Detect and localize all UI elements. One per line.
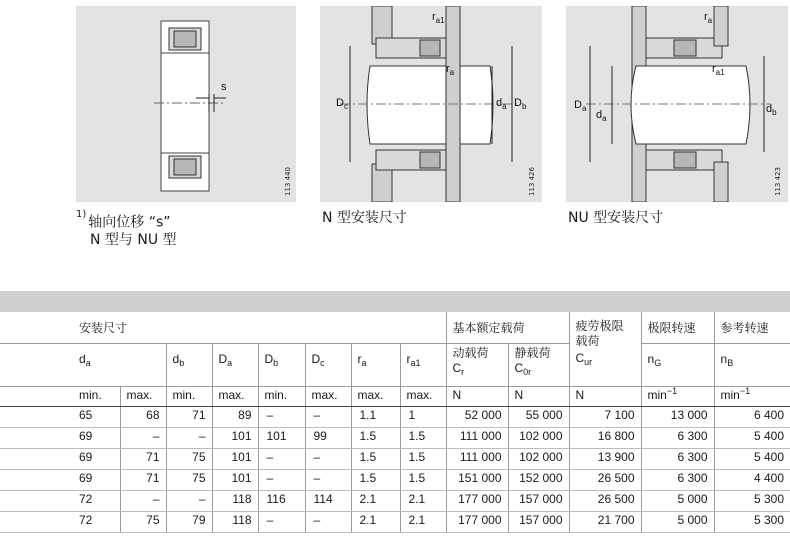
table-cell: 71 (120, 470, 166, 491)
table-cell: 69 (0, 470, 120, 491)
table-cell: 151 000 (446, 470, 508, 491)
table-cell: 2.1 (351, 512, 400, 533)
table-cell: 5 400 (714, 428, 790, 449)
caption-line1: 轴向位移 “s” (88, 214, 171, 231)
table-cell: 1.5 (351, 428, 400, 449)
table-cell: 101 (212, 449, 258, 470)
table-cell: 6 400 (714, 407, 790, 428)
col-Da: $D_a$ (212, 344, 258, 387)
table-cell: 75 (120, 512, 166, 533)
table-cell: 13 900 (569, 449, 641, 470)
table-cell: 111 000 (446, 449, 508, 470)
table-cell: 1.5 (400, 470, 446, 491)
table-cell: 102 000 (508, 449, 569, 470)
table-cell: 69 (0, 428, 120, 449)
table-cell: – (120, 428, 166, 449)
table-cell: 65 (0, 407, 120, 428)
table-cell: 118 (212, 512, 258, 533)
table-cell: 157 000 (508, 491, 569, 512)
table-cell: 101 (258, 428, 305, 449)
unit-cell: $\min^{-1}$ (714, 387, 790, 407)
table-cell: 5 300 (714, 512, 790, 533)
col-ra1: $r_{a1}$ (400, 344, 446, 387)
table-cell: 75 (166, 470, 212, 491)
table-cell: – (166, 491, 212, 512)
table-cell: 13 000 (641, 407, 714, 428)
group-header-mounting: 安装尺寸 (0, 312, 446, 344)
unit-cell: N (446, 387, 508, 407)
table-cell: 4 400 (714, 470, 790, 491)
table-cell: – (166, 428, 212, 449)
table-row (0, 449, 790, 470)
col-Db: $D_b$ (258, 344, 305, 387)
table-cell: 152 000 (508, 470, 569, 491)
table-cell: 7 100 (569, 407, 641, 428)
unit-cell: max. (351, 387, 400, 407)
table-cell: 101 (212, 470, 258, 491)
table-cell: – (258, 470, 305, 491)
table-cell: 1.5 (400, 428, 446, 449)
table-cell: 21 700 (569, 512, 641, 533)
da-inner-label: $d_a$ (596, 109, 607, 123)
dc-label: $D_c$ (336, 97, 348, 111)
table-cell: – (305, 449, 351, 470)
db-label: $D_b$ (514, 97, 527, 111)
ra-label: $r_a$ (446, 63, 455, 77)
table-cell: 2.1 (400, 491, 446, 512)
table-cell: 71 (166, 407, 212, 428)
table-cell: 1 (400, 407, 446, 428)
table-cell: 26 500 (569, 470, 641, 491)
db-label: $d_b$ (766, 103, 777, 117)
table-cell: 111 000 (446, 428, 508, 449)
table-row (0, 407, 790, 428)
table-cell: – (258, 407, 305, 428)
table-cell: 68 (120, 407, 166, 428)
unit-cell: min. (0, 387, 120, 407)
table-cell: 71 (120, 449, 166, 470)
table-cell: 55 000 (508, 407, 569, 428)
table-cell: 72 (0, 491, 120, 512)
table-row (0, 512, 790, 533)
table-cell: 102 000 (508, 428, 569, 449)
table-cell: 69 (0, 449, 120, 470)
table-cell: 1.5 (351, 470, 400, 491)
table-row (0, 470, 790, 491)
table-cell: – (305, 470, 351, 491)
table-cell: 2.1 (351, 491, 400, 512)
footnote-mark: 1) (76, 209, 87, 220)
unit-cell: N (508, 387, 569, 407)
figure-nu-type-mounting (566, 6, 788, 202)
col-static-load: 静载荷 $C_{0r}$ (508, 344, 569, 387)
figure-id-113423: 113 423 (774, 167, 782, 196)
col-ra: $r_a$ (351, 344, 400, 387)
table-cell: 5 000 (641, 491, 714, 512)
table-cell: 16 800 (569, 428, 641, 449)
table-cell: 99 (305, 428, 351, 449)
table-cell: 6 300 (641, 449, 714, 470)
unit-cell: N (569, 387, 641, 407)
ra1-label: $r_{a1}$ (712, 63, 725, 77)
unit-cell: max. (305, 387, 351, 407)
caption-nu-type: NU 型安装尺寸 (568, 210, 664, 226)
table-row (0, 428, 790, 449)
table-cell: 5 000 (641, 512, 714, 533)
unit-cell: min. (258, 387, 305, 407)
table-cell: 5 300 (714, 491, 790, 512)
da-outer-label: $D_a$ (574, 99, 587, 113)
figure-id-113426: 113 426 (528, 167, 536, 196)
col-ng: $n_G$ (641, 344, 714, 387)
caption-axial-displacement (76, 210, 177, 249)
table-row (0, 491, 790, 512)
table-cell: – (258, 449, 305, 470)
table-cell: – (258, 512, 305, 533)
table-cell: 89 (212, 407, 258, 428)
table-cell: 114 (305, 491, 351, 512)
table-cell: 157 000 (508, 512, 569, 533)
group-header-fatigue: 疲劳极限载荷 $C_{ur}$ (569, 312, 641, 387)
figure-n-type-mounting (320, 6, 542, 202)
unit-cell: max. (120, 387, 166, 407)
table-cell: 1.5 (400, 449, 446, 470)
table-cell: 116 (258, 491, 305, 512)
table-cell: 6 300 (641, 470, 714, 491)
table-cell: 177 000 (446, 512, 508, 533)
table-cell: 5 400 (714, 449, 790, 470)
table-cell: 26 500 (569, 491, 641, 512)
table-cell: 1.1 (351, 407, 400, 428)
table-cell: 52 000 (446, 407, 508, 428)
unit-cell: min. (166, 387, 212, 407)
table-cell: 118 (212, 491, 258, 512)
table-cell: 101 (212, 428, 258, 449)
table-header-band (0, 291, 790, 312)
figure-id-113440: 113 440 (284, 167, 292, 196)
da-label: $d_a$ (496, 97, 507, 111)
table-cell: – (120, 491, 166, 512)
table-cell: – (305, 407, 351, 428)
mounting-dimensions-table (0, 312, 790, 533)
group-header-limit-speed: 极限转速 (641, 312, 714, 344)
ra1-label: $r_{a1}$ (432, 11, 445, 25)
table-body (0, 407, 790, 533)
group-header-basic-load: 基本额定载荷 (446, 312, 569, 344)
col-Dc: $D_c$ (305, 344, 351, 387)
group-header-ref-speed: 参考转速 (714, 312, 790, 344)
table-cell: 72 (0, 512, 120, 533)
table-cell: – (305, 512, 351, 533)
col-nb: $n_B$ (714, 344, 790, 387)
table-cell: 79 (166, 512, 212, 533)
table-cell: 2.1 (400, 512, 446, 533)
table-cell: 177 000 (446, 491, 508, 512)
caption-line2: N 型与 NU 型 (90, 231, 177, 248)
ra-label: $r_a$ (704, 11, 713, 25)
units-row (0, 387, 790, 407)
col-da: $d_a$ (0, 344, 166, 387)
unit-cell: max. (400, 387, 446, 407)
caption-n-type: N 型安装尺寸 (322, 210, 407, 226)
figure-axial-displacement (76, 6, 296, 202)
table-cell: 6 300 (641, 428, 714, 449)
col-dynamic-load: 动载荷 $C_r$ (446, 344, 508, 387)
table-cell: 75 (166, 449, 212, 470)
unit-cell: max. (212, 387, 258, 407)
table-cell: 1.5 (351, 449, 400, 470)
col-db: $d_b$ (166, 344, 212, 387)
unit-cell: $\min^{-1}$ (641, 387, 714, 407)
s-label: s (221, 81, 227, 93)
